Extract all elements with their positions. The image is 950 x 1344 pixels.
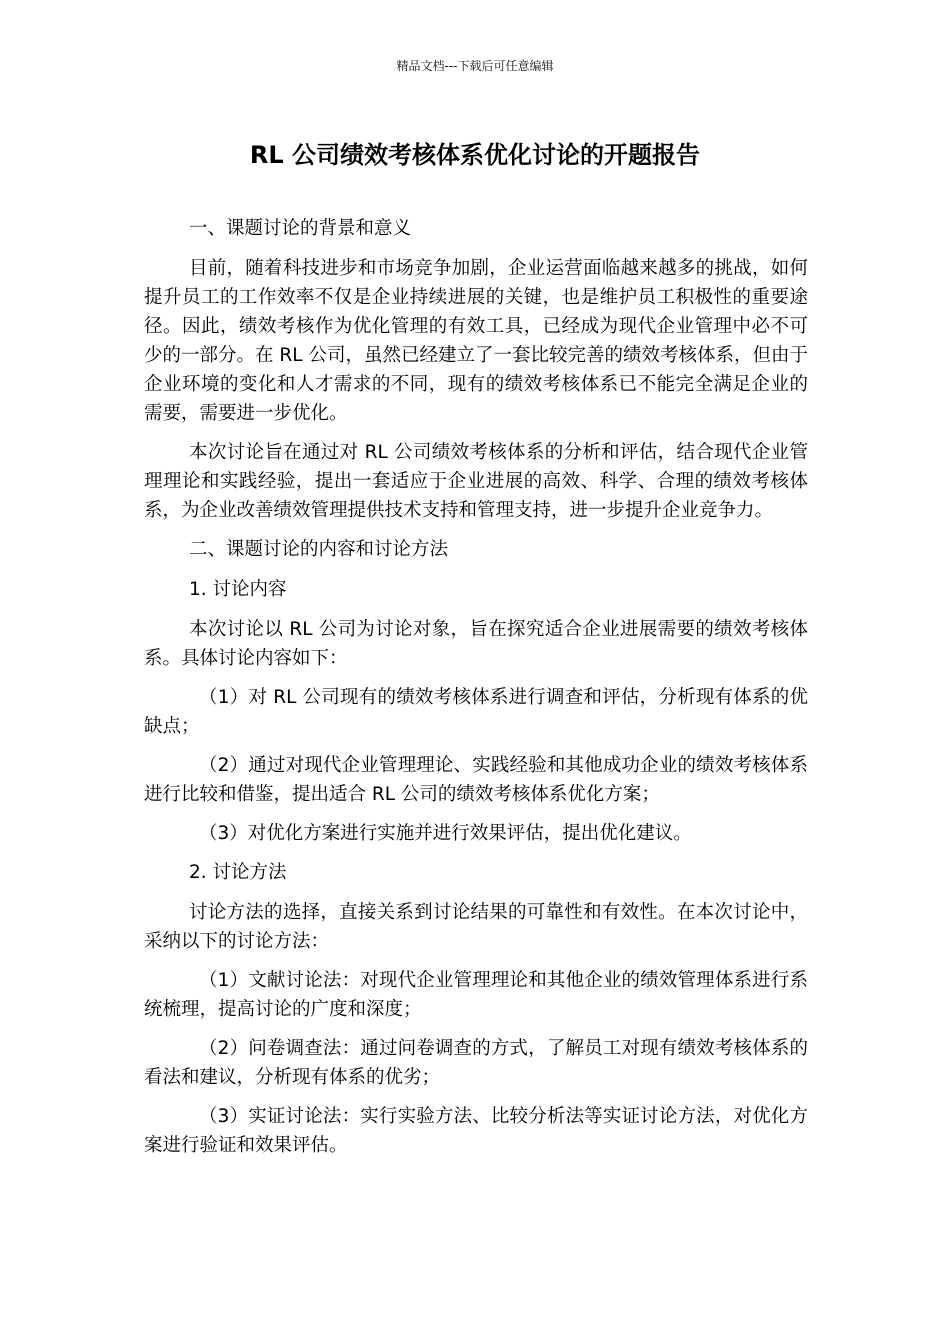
paragraph-methods-intro: 讨论方法的选择，直接关系到讨论结果的可靠性和有效性。在本次讨论中，采纳以下的讨论方法： (144, 902, 808, 952)
list-item-method-2: （2）问卷调查法：通过问卷调查的方式，了解员工对现有绩效考核体系的看法和建议，分析现有体系的优劣； (144, 1038, 808, 1088)
page-header-watermark: 精品文档---下载后可任意编辑 (396, 59, 554, 73)
subsection-heading-methods: 2. 讨论方法 (189, 862, 287, 883)
section-heading-background: 一、课题讨论的背景和意义 (189, 218, 412, 239)
list-item-content-3: （3）对优化方案进行实施并进行效果评估，提出优化建议。 (199, 823, 692, 844)
section-heading-content-methods: 二、课题讨论的内容和讨论方法 (189, 539, 449, 560)
document-title: RL 公司绩效考核体系优化讨论的开题报告 (249, 141, 701, 169)
list-item-method-3: （3）实证讨论法：实行实验方法、比较分析法等实证讨论方法，对优化方案进行验证和效果评估。 (144, 1106, 808, 1156)
list-item-content-2: （2）通过对现代企业管理理论、实践经验和其他成功企业的绩效考核体系进行比较和借鉴，提出适合 RL 公司的绩效考核体系优化方案； (144, 755, 808, 805)
paragraph-background: 目前，随着科技进步和市场竞争加剧，企业运营面临越来越多的挑战，如何提升员工的工作效率不仅是企业持续进展的关键，也是维护员工积极性的重要途径。因此，绩效考核作为优化管理的有效工具，已经成为现代企业管理中必不可少的一部分。在 RL 公司，虽然已经建立了一套比较完善的绩效考核体系，但由于企业环境的变化和人才需求的不同，现有的绩效考核体系已不能完全满足企业的需要，需要进一步优化。 (144, 258, 808, 424)
subsection-heading-content: 1. 讨论内容 (189, 579, 287, 600)
paragraph-content-intro: 本次讨论以 RL 公司为讨论对象，旨在探究适合企业进展需要的绩效考核体系。具体讨论内容如下： (144, 619, 808, 669)
list-item-content-1: （1）对 RL 公司现有的绩效考核体系进行调查和评估，分析现有体系的优缺点； (144, 687, 808, 737)
list-item-method-1: （1）文献讨论法：对现代企业管理理论和其他企业的绩效管理体系进行系统梳理，提高讨论的广度和深度； (144, 970, 808, 1020)
document-body (144, 214, 808, 1170)
paragraph-purpose: 本次讨论旨在通过对 RL 公司绩效考核体系的分析和评估，结合现代企业管理理论和实践经验，提出一套适应于企业进展的高效、科学、合理的绩效考核体系，为企业改善绩效管理提供技术支持和管理支持，进一步提升企业竞争力。 (144, 442, 808, 521)
